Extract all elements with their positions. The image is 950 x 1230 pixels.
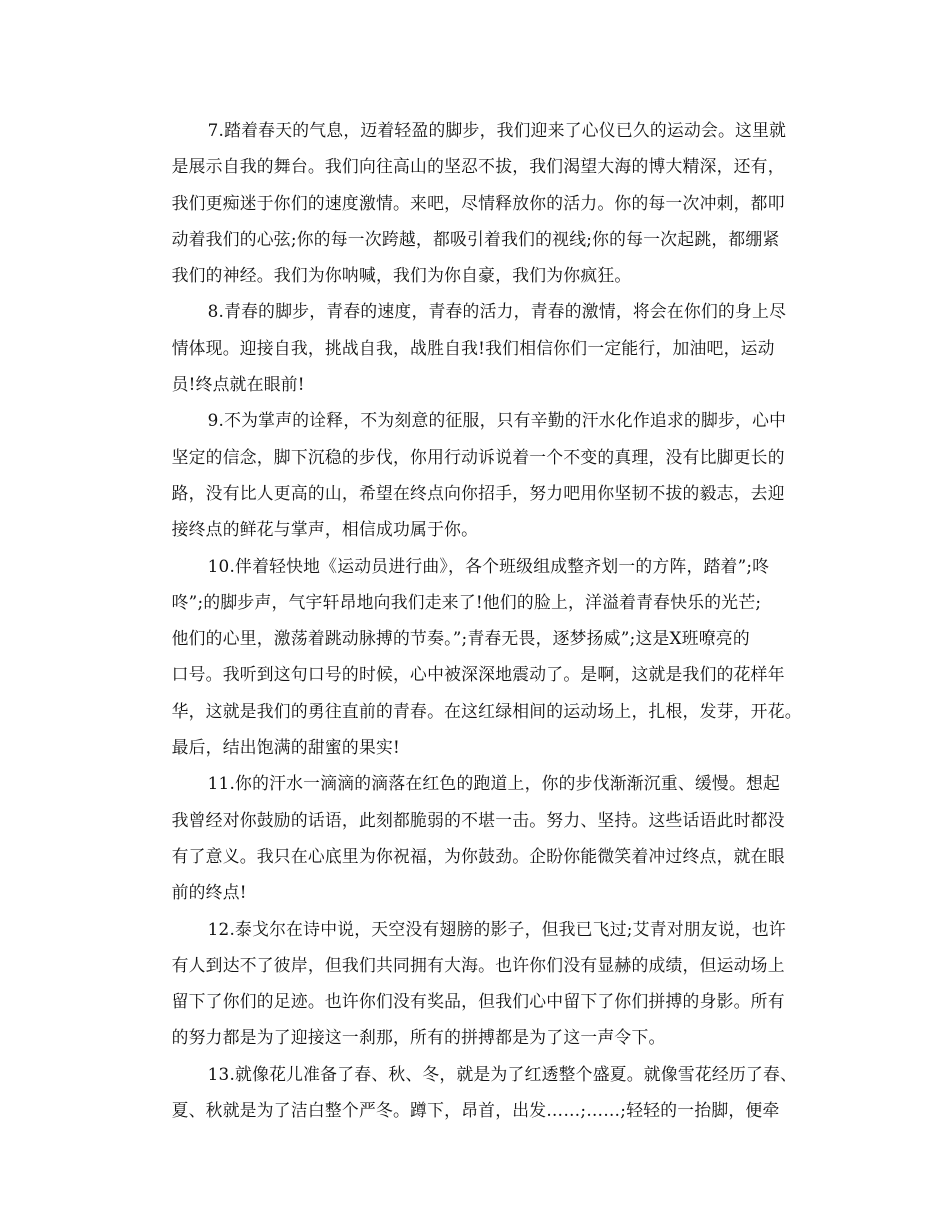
text-line: 最后，结出饱满的甜蜜的果实! — [171, 737, 400, 758]
text-line: 8.青春的脚步，青春的速度，青春的活力，青春的激情，将会在你们的身上尽 — [207, 301, 787, 322]
text-line: 12.泰戈尔在诗中说，天空没有翅膀的影子，但我已飞过;艾青对朋友说，也许 — [207, 918, 786, 939]
text-line: 员!终点就在眼前! — [171, 374, 305, 395]
paragraph-7 — [138, 112, 818, 293]
text-line: 接终点的鲜花与掌声，相信成功属于你。 — [171, 519, 479, 540]
paragraph-9 — [138, 402, 818, 547]
text-line: 的努力都是为了迎接这一刹那，所有的拼搏都是为了这一声令下。 — [171, 1027, 666, 1048]
text-line: 13.就像花儿准备了春、秋、冬，就是为了红透整个盛夏。就像雪花经历了春、 — [207, 1063, 798, 1084]
text-line: 他们的心里，激荡着跳动脉搏的节奏。”;青春无畏，逐梦扬威”;这是X班嘹亮的 — [171, 628, 750, 649]
paragraph-10 — [138, 548, 818, 766]
text-line: 华，这就是我们的勇往直前的青春。在这红绿相间的运动场上，扎根，发芽，开花。 — [171, 700, 802, 721]
text-line: 11.你的汗水一滴滴的滴落在红色的跑道上，你的步伐渐渐沉重、缓慢。想起 — [207, 773, 781, 794]
text-line: 坚定的信念，脚下沉稳的步伐，你用行动诉说着一个不变的真理，没有比脚更长的 — [171, 446, 785, 467]
text-line: 夏、秋就是为了洁白整个严冬。蹲下，昂首，出发……;……;轻轻的一抬脚，便牵 — [171, 1100, 780, 1121]
text-line: 是展示自我的舞台。我们向往高山的坚忍不拔，我们渴望大海的博大精深，还有， — [171, 156, 785, 177]
text-line: 咚”;的脚步声，气宇轩昂地向我们走来了!他们的脸上，洋溢着青春快乐的光芒; — [171, 591, 762, 612]
text-line: 动着我们的心弦;你的每一次跨越，都吸引着我们的视线;你的每一次起跳，都绷紧 — [171, 228, 780, 249]
text-line: 留下了你们的足迹。也许你们没有奖品，但我们心中留下了你们拼搏的身影。所有 — [171, 991, 785, 1012]
text-line: 有了意义。我只在心底里为你祝福，为你鼓劲。企盼你能微笑着冲过终点，就在眼 — [171, 845, 785, 866]
text-line: 我们更痴迷于你们的速度激情。来吧，尽情释放你的活力。你的每一次冲刺，都叩 — [171, 192, 785, 213]
text-line: 我曾经对你鼓励的话语，此刻都脆弱的不堪一击。努力、坚持。这些话语此时都没 — [171, 809, 785, 830]
paragraph-12 — [138, 911, 818, 1056]
text-line: 情体现。迎接自我，挑战自我，战胜自我!我们相信你们一定能行，加油吧，运动 — [171, 337, 775, 358]
text-line: 前的终点! — [171, 882, 247, 903]
text-line: 7.踏着春天的气息，迈着轻盈的脚步，我们迎来了心仪已久的运动会。这里就 — [207, 120, 787, 140]
text-line: 路，没有比人更高的山，希望在终点向你招手，努力吧用你坚韧不拔的毅志，去迎 — [171, 482, 785, 503]
paragraph-8 — [138, 293, 818, 402]
text-line: 口号。我听到这句口号的时候，心中被深深地震动了。是啊，这就是我们的花样年 — [171, 664, 785, 685]
paragraph-13 — [138, 1056, 818, 1129]
text-line: 我们的神经。我们为你呐喊，我们为你自豪，我们为你疯狂。 — [171, 265, 632, 286]
text-line: 有人到达不了彼岸，但我们共同拥有大海。也许你们没有显赫的成绩，但运动场上 — [171, 954, 785, 975]
document-body — [138, 112, 818, 1128]
text-line: 10.伴着轻快地《运动员进行曲》，各个班级组成整齐划一的方阵，踏着”;咚 — [207, 555, 770, 576]
paragraph-11 — [138, 765, 818, 910]
text-line: 9.不为掌声的诠释，不为刻意的征服，只有辛勤的汗水化作追求的脚步，心中 — [207, 410, 787, 431]
